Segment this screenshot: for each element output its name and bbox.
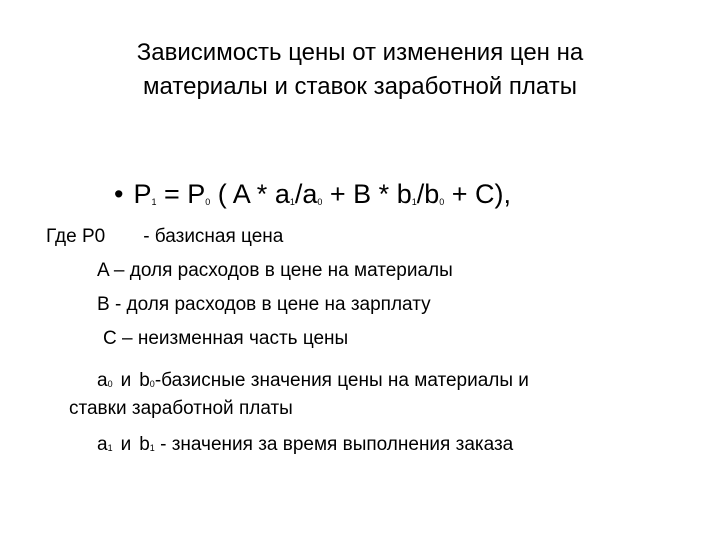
base-a: a: [97, 370, 108, 391]
cur-a-sub: 1: [107, 443, 113, 453]
price-formula: [114, 176, 511, 220]
definition-b: B - доля расходов в цене на зарплату: [97, 294, 431, 315]
formula-sub-1: 1: [151, 197, 157, 207]
p0-label: Где P0: [46, 226, 106, 247]
formula-a-term: ( A * a: [210, 179, 290, 209]
formula-tail: + C),: [444, 179, 512, 209]
formula-b1-sub: 1: [411, 197, 417, 207]
slide-title: [60, 36, 660, 104]
definition-base-values-cont: ставки заработной платы: [69, 398, 293, 419]
bullet: •: [114, 179, 124, 209]
formula-b0-sub: 0: [439, 197, 445, 207]
base-a-sub: 0: [107, 379, 113, 389]
formula-slash-b: /b: [416, 179, 440, 209]
cur-b-sub: 1: [149, 443, 155, 453]
definition-base-values: [97, 368, 529, 397]
formula-sub-0: 0: [205, 197, 211, 207]
cur-a: a: [97, 434, 108, 455]
formula-slash-a: /a: [294, 179, 318, 209]
cur-text: - значения за время выполнения заказа: [154, 434, 514, 455]
formula-a1-sub: 1: [289, 197, 295, 207]
definition-a: A – доля расходов в цене на материалы: [97, 260, 453, 281]
definition-current-values: [97, 432, 513, 461]
cur-b: b: [139, 434, 150, 455]
definition-p0: [46, 224, 283, 250]
title-line-1: Зависимость цены от изменения цен на: [136, 39, 584, 66]
base-text: -базисные значения цены на материалы и: [154, 370, 529, 391]
base-b: b: [139, 370, 150, 391]
cur-and: и: [120, 434, 132, 455]
definition-c: C – неизменная часть цены: [103, 328, 349, 349]
formula-b-term: + B * b: [322, 179, 412, 209]
base-and: и: [120, 370, 132, 391]
title-line-2: материалы и ставок заработной платы: [143, 73, 577, 100]
formula-p: P: [133, 179, 152, 209]
p0-text: - базисная цена: [143, 226, 284, 247]
formula-a0-sub: 0: [317, 197, 323, 207]
formula-eq: = P: [156, 179, 206, 209]
base-b-sub: 0: [149, 379, 155, 389]
